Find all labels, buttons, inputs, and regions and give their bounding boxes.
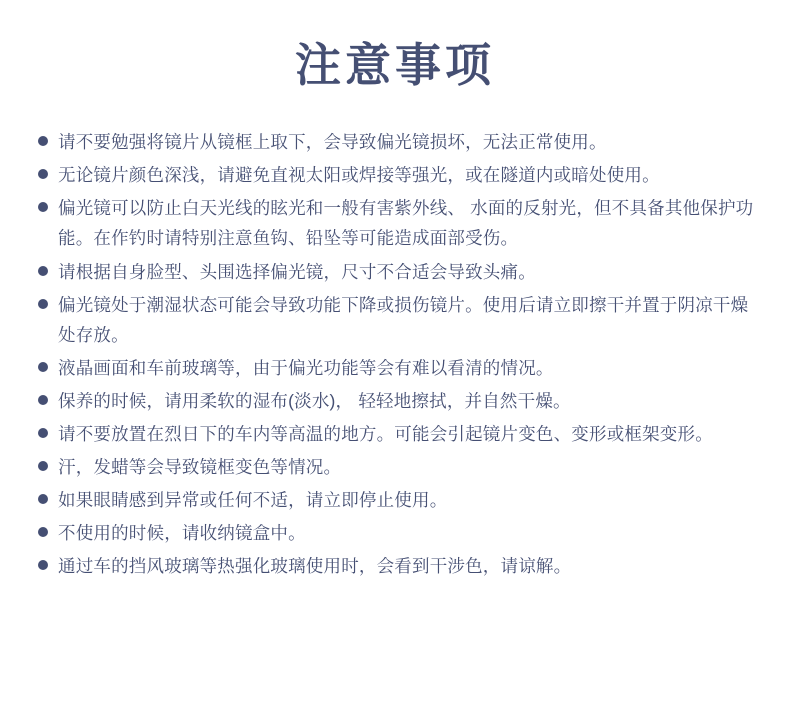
filled-circle-bullet-icon [38, 266, 48, 276]
list-item [36, 518, 754, 548]
list-item-text: 请不要勉强将镜片从镜框上取下，会导致偏光镜损坏，无法正常使用。 [58, 132, 607, 153]
list-item-text: 如果眼睛感到异常或任何不适，请立即停止使用。 [58, 490, 448, 511]
list-item-text: 请不要放置在烈日下的车内等高温的地方。可能会引起镜片变色、变形或框架变形。 [58, 424, 713, 445]
page-title: 注意事项 [295, 39, 495, 91]
filled-circle-bullet-icon [38, 202, 48, 212]
filled-circle-bullet-icon [38, 169, 48, 179]
filled-circle-bullet-icon [38, 362, 48, 372]
list-item [36, 257, 754, 287]
list-item-text: 液晶画面和车前玻璃等，由于偏光功能等会有难以看清的情况。 [58, 357, 554, 378]
list-item-text: 通过车的挡风玻璃等热强化玻璃使用时，会看到干涉色，请谅解。 [58, 556, 572, 577]
list-item [36, 193, 754, 253]
list-item [36, 551, 754, 581]
list-item [36, 353, 754, 383]
list-item-text: 偏光镜可以防止白天光线的眩光和一般有害紫外线、 水面的反射光，但不具备其他保护功能。在作钓时请特别注意鱼钩、铅坠等可能造成面部受伤。 [58, 198, 754, 249]
list-item-text: 汗，发蜡等会导致镜框变色等情况。 [58, 457, 342, 478]
list-item [36, 160, 754, 190]
list-item-text: 保养的时候，请用柔软的湿布(淡水)， 轻轻地擦拭，并自然干燥。 [58, 390, 571, 411]
list-item [36, 419, 754, 449]
notice-list [0, 93, 790, 581]
filled-circle-bullet-icon [38, 428, 48, 438]
filled-circle-bullet-icon [38, 299, 48, 309]
list-item [36, 386, 754, 416]
filled-circle-bullet-icon [38, 494, 48, 504]
filled-circle-bullet-icon [38, 527, 48, 537]
list-item [36, 290, 754, 350]
list-item [36, 452, 754, 482]
list-item-text: 不使用的时候，请收纳镜盒中。 [58, 523, 306, 544]
list-item-text: 偏光镜处于潮湿状态可能会导致功能下降或损伤镜片。使用后请立即擦干并置于阴凉干燥处存放。 [58, 294, 749, 345]
filled-circle-bullet-icon [38, 136, 48, 146]
list-item [36, 127, 754, 157]
filled-circle-bullet-icon [38, 560, 48, 570]
filled-circle-bullet-icon [38, 395, 48, 405]
filled-circle-bullet-icon [38, 461, 48, 471]
list-item-text: 无论镜片颜色深浅，请避免直视太阳或焊接等强光，或在隧道内或暗处使用。 [58, 165, 660, 186]
list-item [36, 485, 754, 515]
list-item-text: 请根据自身脸型、头围选择偏光镜，尺寸不合适会导致头痛。 [58, 261, 536, 282]
